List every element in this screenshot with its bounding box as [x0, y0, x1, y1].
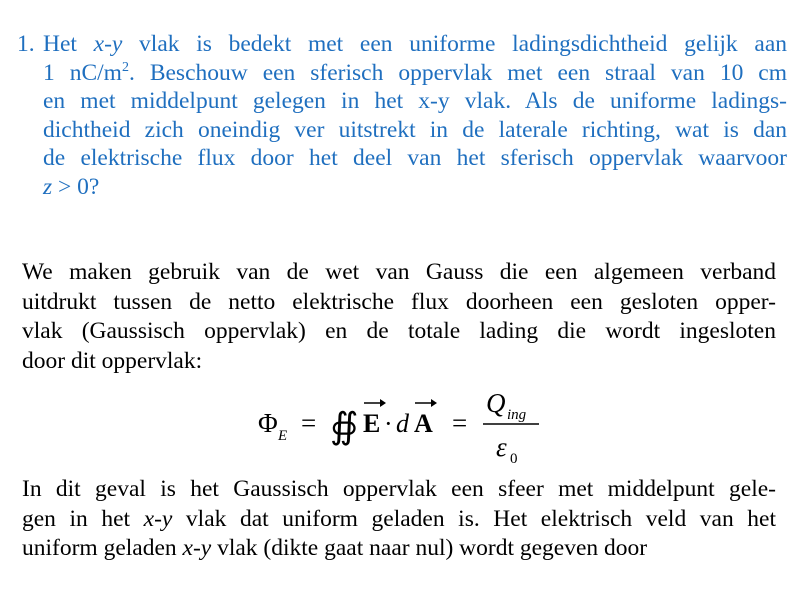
followup-italic-xy: x-y: [182, 535, 212, 561]
question-italic-z: z: [43, 173, 53, 200]
formula-phi-subscript: E: [278, 428, 288, 444]
followup-italic-xy: x-y: [143, 505, 173, 532]
formula-A-arrow-head: [431, 399, 437, 407]
question-number: 1.: [17, 31, 35, 57]
formula-E-arrow-head: [380, 399, 386, 407]
question-text-segment: de elektrische flux door het deel van het sferisch oppervlak waarvoor: [43, 145, 787, 171]
question-text-segment: en met middelpunt gelegen in het x-y vlak. Als de uniforme ladings-: [43, 88, 787, 114]
followup-text-segment: vlak (dikte gaat naar nul) wordt gegeven door: [211, 535, 648, 561]
question-line-4: [43, 116, 787, 145]
formula-E-vector: E: [363, 409, 381, 438]
followup-line-3: [22, 534, 776, 564]
formula-Q-subscript: ing: [507, 407, 527, 423]
answer-line-2: uitdrukt tussen de netto elektrische flux doorheen een gesloten opper-: [22, 288, 776, 315]
formula-epsilon: ε: [496, 432, 507, 462]
answer-line-3: vlak (Gaussisch oppervlak) en de totale lading die wordt ingesloten: [22, 318, 776, 344]
formula-epsilon-subscript: 0: [510, 451, 518, 467]
question-line-6: [43, 173, 787, 202]
question-text-segment: dichtheid zich oneindig ver uitstrekt in de laterale richting, wat is dan: [43, 116, 787, 143]
answer-line-4: door dit oppervlak:: [22, 347, 203, 374]
formula-equals-2: =: [452, 408, 468, 438]
formula-A-vector: A: [414, 409, 433, 438]
formula-phi: Φ: [258, 408, 278, 438]
question-italic-xy: x-y: [93, 31, 123, 57]
followup-text-segment: In dit geval is het Gaussisch oppervlak een sfeer met middelpunt gele-: [22, 476, 776, 502]
question-text-segment: . Beschouw een sferisch oppervlak met een straal van 10 cm: [128, 59, 787, 86]
question-text-segment: Het: [43, 31, 94, 57]
followup-text-segment: uniform geladen: [22, 535, 183, 561]
answer-line-1: We maken gebruik van de wet van Gauss die een algemeen verband: [22, 259, 776, 285]
question-superscript: 2: [121, 59, 129, 75]
question-line-2: [43, 59, 787, 88]
question-text-segment: 1 nC/m: [43, 59, 122, 86]
answer-followup: [22, 475, 776, 564]
question-line-1: [43, 30, 787, 59]
formula-Q: Q: [486, 388, 506, 418]
question-text: [43, 30, 787, 201]
question-line-3: [43, 87, 787, 116]
formula-surface-integral: ∯: [330, 406, 359, 446]
followup-text-segment: vlak dat uniform geladen is. Het elektrisch veld van het: [172, 505, 776, 532]
formula-equals-1: =: [301, 408, 317, 438]
followup-line-1: [22, 475, 776, 505]
answer-intro: [22, 258, 776, 376]
followup-line-2: [22, 505, 776, 535]
question-line-5: [43, 144, 787, 173]
question-block: [17, 30, 787, 201]
question-text-segment: vlak is bedekt met een uniforme ladingsdichtheid gelijk aan: [122, 31, 787, 57]
question-text-segment: > 0?: [52, 173, 100, 200]
followup-text-segment: gen in het: [22, 505, 144, 532]
formula-d: d: [396, 409, 409, 438]
formula-dot: ·: [384, 409, 393, 438]
